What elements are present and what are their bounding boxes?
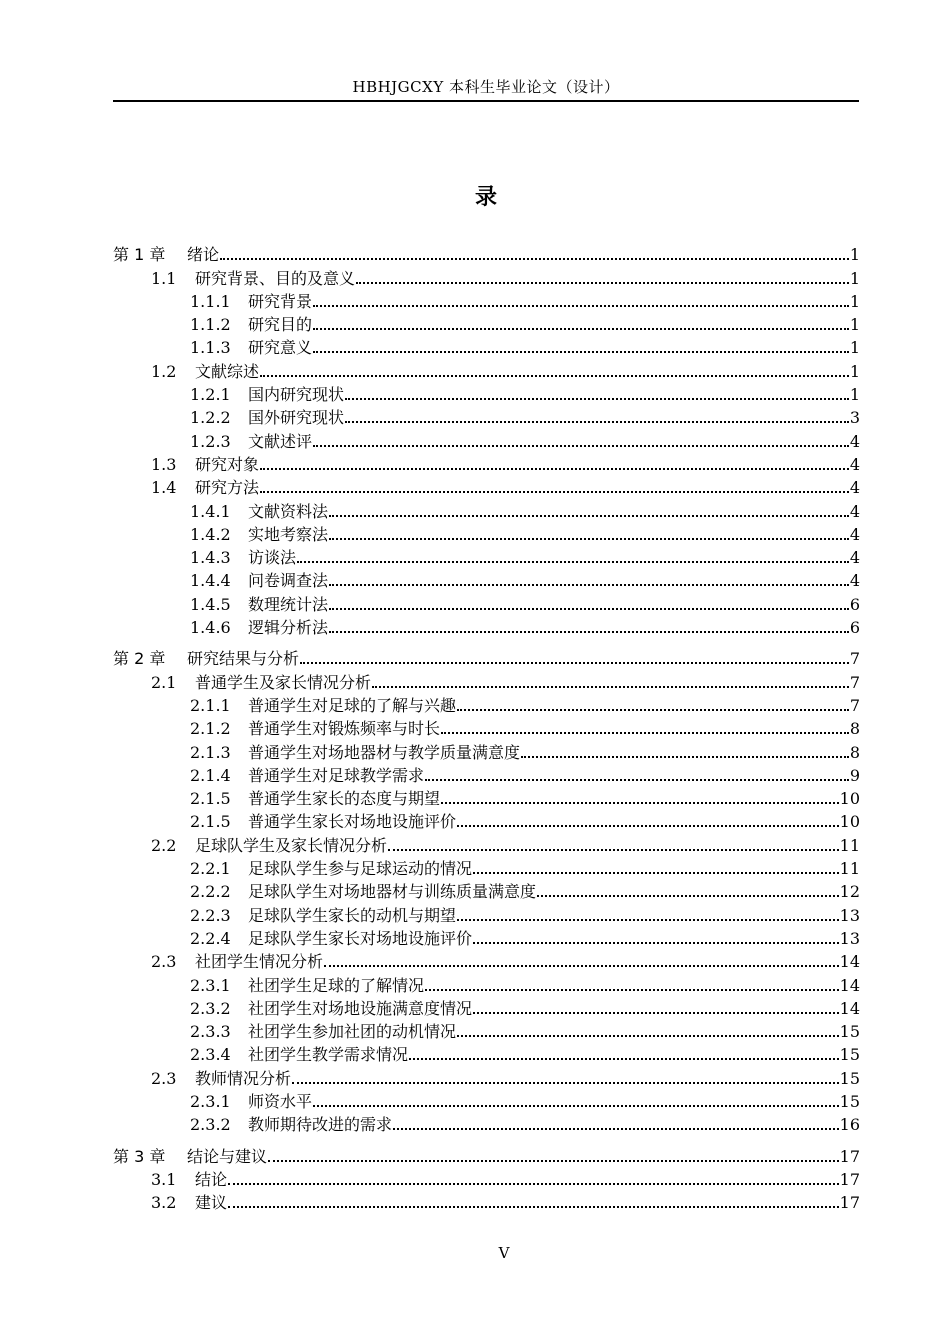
toc-entry-page: 7 [849,695,860,715]
page-number: V [498,1244,510,1262]
toc-dot-leader [473,1010,839,1014]
toc-entry-label: 国外研究现状 [248,408,345,428]
toc-entry[interactable] [113,646,860,669]
toc-entry[interactable] [113,335,860,358]
page-header: HBHJGCXY 本科生毕业论文（设计） [352,78,620,96]
toc-entry-label: 文献资料法 [248,501,329,521]
toc-entry[interactable] [113,1042,860,1065]
toc-entry-number: 1.4.3 [190,548,231,568]
toc-entry[interactable] [113,1089,860,1112]
toc-entry-number: 2.1.4 [190,765,231,785]
toc-entry-page: 13 [839,905,860,925]
toc-entry[interactable] [113,1190,860,1213]
toc-dot-leader [313,326,849,330]
toc-dot-leader [441,800,839,804]
toc-entry-number: 2.3 [151,1068,177,1088]
toc-entry-number: 2.2.3 [190,905,231,925]
toc-dot-leader [260,466,849,470]
toc-dot-leader [329,582,849,586]
toc-entry[interactable] [113,949,860,972]
toc-dot-leader [537,893,839,897]
toc-dot-leader [457,917,839,921]
toc-dot-leader [425,987,839,991]
toc-entry-page: 14 [839,952,860,972]
toc-entry[interactable] [113,809,860,832]
toc-dot-leader [388,847,839,851]
toc-dot-leader [329,606,849,610]
toc-entry-page: 4 [849,501,860,521]
toc-dot-leader [372,684,849,688]
toc-entry-label: 普通学生对场地器材与教学质量满意度 [248,742,521,762]
toc-entry-page: 6 [849,618,860,638]
toc-entry[interactable] [113,498,860,521]
toc-entry-label: 社团学生情况分析 [195,952,324,972]
toc-dot-leader [268,1158,839,1162]
toc-entry[interactable] [113,996,860,1019]
toc-entry[interactable] [113,739,860,762]
toc-entry-number: 2.3.4 [190,1045,231,1065]
toc-entry-label: 研究方法 [195,478,260,498]
toc-entry-label: 数理统计法 [248,594,329,614]
toc-entry[interactable] [113,382,860,405]
toc-entry-number: 2.2 [151,835,177,855]
toc-entry-label: 访谈法 [248,548,297,568]
toc-entry-number: 1.2.3 [190,431,231,451]
toc-entry[interactable] [113,763,860,786]
toc-entry-label: 普通学生家长的态度与期望 [248,789,441,809]
toc-entry-number: 2.3.2 [190,998,231,1018]
toc-entry-number: 1.2.1 [190,385,231,405]
toc-dot-leader [260,489,849,493]
toc-entry-label: 绪论 [187,245,220,265]
toc-entry-page: 1 [849,268,860,288]
toc-entry-page: 9 [849,765,860,785]
toc-entry-number: 2.3.2 [190,1115,231,1135]
toc-entry-page: 4 [849,454,860,474]
toc-entry-page: 1 [849,291,860,311]
toc-entry-number: 2.3 [151,952,177,972]
toc-entry[interactable] [113,972,860,995]
toc-entry[interactable] [113,615,860,638]
toc-entry-number: 1.4.2 [190,524,231,544]
toc-entry-number: 3.1 [151,1169,177,1189]
toc-entry[interactable] [113,312,860,335]
toc-entry-page: 7 [849,672,860,692]
toc-entry-label: 社团学生参加社团的动机情况 [248,1022,457,1042]
toc-entry-label: 足球队学生及家长情况分析 [195,835,388,855]
toc-entry-label: 研究目的 [248,315,313,335]
toc-entry[interactable] [113,832,860,855]
toc-entry-page: 1 [849,338,860,358]
toc-entry[interactable] [113,591,860,614]
toc-entry-label: 社团学生教学需求情况 [248,1045,409,1065]
toc-entry[interactable] [113,1143,860,1166]
toc-dot-leader [441,730,849,734]
toc-dot-leader [324,963,839,967]
toc-entry-number: 2.1.1 [190,695,231,715]
toc-entry-number: 1.1.1 [190,291,231,311]
toc-entry-page: 1 [849,315,860,335]
toc-entry-number: 第 3 章 [113,1146,166,1166]
toc-entry-number: 1.2.2 [190,408,231,428]
toc-entry[interactable] [113,428,860,451]
toc-entry-number: 1.1.2 [190,315,231,335]
toc-entry-page: 8 [849,719,860,739]
toc-entry-number: 2.2.2 [190,882,231,902]
toc-entry-page: 17 [839,1193,860,1213]
toc-entry-label: 普通学生及家长情况分析 [195,672,372,692]
toc-entry-page: 15 [839,1091,860,1111]
toc-entry[interactable] [113,452,860,475]
toc-dot-leader [313,1103,839,1107]
toc-entry-number: 2.1.5 [190,789,231,809]
toc-dot-leader [393,1126,839,1130]
toc-entry-page: 4 [849,548,860,568]
toc-dot-leader [356,280,849,284]
toc-entry-number: 3.2 [151,1193,177,1213]
toc-entry-label: 研究背景、目的及意义 [195,268,356,288]
toc-entry-number: 2.1.3 [190,742,231,762]
toc-entry-page: 3 [849,408,860,428]
toc-entry-page: 17 [839,1146,860,1166]
toc-entry-label: 普通学生对足球教学需求 [248,765,425,785]
toc-dot-leader [329,536,849,540]
toc-entry-number: 1.3 [151,454,177,474]
toc-dot-leader [329,629,849,633]
toc-entry-label: 文献述评 [248,431,313,451]
toc-entry-number: 2.3.3 [190,1022,231,1042]
toc-entry[interactable] [113,926,860,949]
toc-entry[interactable] [113,522,860,545]
toc-dot-leader [345,396,849,400]
toc-entry-label: 足球队学生参与足球运动的情况 [248,859,473,879]
toc-entry-label: 教师情况分析 [195,1068,292,1088]
toc-entry[interactable] [113,475,860,498]
toc-entry-page: 15 [839,1068,860,1088]
toc-entry-label: 建议 [195,1193,228,1213]
toc-entry-page: 17 [839,1169,860,1189]
toc-entry-page: 10 [839,789,860,809]
toc-entry-label: 足球队学生家长的动机与期望 [248,905,457,925]
toc-entry[interactable] [113,289,860,312]
toc-entry[interactable] [113,242,860,265]
toc-entry-number: 1.4.5 [190,594,231,614]
toc-entry-page: 4 [849,571,860,591]
toc-entry-number: 2.3.1 [190,1091,231,1111]
toc-entry-number: 1.4.6 [190,618,231,638]
toc-entry[interactable] [113,568,860,591]
toc-entry-page: 15 [839,1022,860,1042]
toc-entry-number: 1.4 [151,478,177,498]
toc-entry-label: 国内研究现状 [248,385,345,405]
toc-entry[interactable] [113,1167,860,1190]
toc-dot-leader [292,1080,839,1084]
toc-entry-label: 教师期待改进的需求 [248,1115,393,1135]
toc-entry-page: 11 [839,835,860,855]
toc-entry-label: 普通学生家长对场地设施评价 [248,812,457,832]
toc-entry-number: 1.2 [151,361,177,381]
toc-dot-leader [457,1033,839,1037]
toc-dot-leader [473,940,839,944]
toc-entry-label: 研究意义 [248,338,313,358]
toc-entry[interactable] [113,545,860,568]
toc-entry-label: 社团学生足球的了解情况 [248,975,425,995]
toc-dot-leader [345,419,849,423]
toc-entry-number: 2.2.1 [190,859,231,879]
toc-entry-label: 足球队学生家长对场地设施评价 [248,928,473,948]
toc-entry-page: 10 [839,812,860,832]
toc-entry[interactable] [113,879,860,902]
toc-entry-page: 7 [849,649,860,669]
toc-entry-label: 普通学生对足球的了解与兴趣 [248,695,457,715]
toc-entry-page: 4 [849,478,860,498]
toc-entry-page: 15 [839,1045,860,1065]
toc-entry[interactable] [113,405,860,428]
toc-dot-leader [425,777,849,781]
toc-entry[interactable] [113,265,860,288]
toc-entry-number: 1.4.1 [190,501,231,521]
toc-entry-number: 2.1.5 [190,812,231,832]
toc-entry-label: 结论与建议 [187,1146,268,1166]
toc-dot-leader [228,1204,839,1208]
toc-entry-label: 实地考察法 [248,524,329,544]
toc-entry-page: 12 [839,882,860,902]
toc-entry-label: 足球队学生对场地器材与训练质量满意度 [248,882,537,902]
toc-entry[interactable] [113,669,860,692]
toc-entry-number: 2.2.4 [190,928,231,948]
toc-entry-page: 13 [839,928,860,948]
toc-dot-leader [300,660,849,664]
toc-entry-label: 师资水平 [248,1091,313,1111]
toc-entry-number: 2.1 [151,672,177,692]
toc-entry[interactable] [113,856,860,879]
toc-dot-leader [297,559,849,563]
toc-dot-leader [521,754,849,758]
toc-entry-page: 1 [849,245,860,265]
toc-entry-label: 社团学生对场地设施满意度情况 [248,998,473,1018]
header-rule [113,100,859,102]
toc-entry-label: 逻辑分析法 [248,618,329,638]
toc-entry-page: 6 [849,594,860,614]
toc-entry-page: 1 [849,361,860,381]
toc-dot-leader [260,373,849,377]
toc-entry-label: 问卷调查法 [248,571,329,591]
table-of-contents [113,242,860,1213]
toc-entry-page: 1 [849,385,860,405]
toc-dot-leader [220,256,849,260]
toc-entry-number: 第 1 章 [113,245,166,265]
toc-dot-leader [409,1056,839,1060]
toc-entry[interactable] [113,693,860,716]
toc-entry-label: 结论 [195,1169,228,1189]
toc-entry[interactable] [113,786,860,809]
toc-title: 录 [474,185,497,210]
toc-dot-leader [313,349,849,353]
toc-entry[interactable] [113,358,860,381]
toc-entry-page: 8 [849,742,860,762]
toc-entry-number: 1.1.3 [190,338,231,358]
toc-dot-leader [313,443,849,447]
toc-dot-leader [473,870,839,874]
toc-entry-label: 普通学生对锻炼频率与时长 [248,719,441,739]
toc-entry-number: 2.3.1 [190,975,231,995]
toc-entry-label: 文献综述 [195,361,260,381]
toc-entry-page: 14 [839,998,860,1018]
toc-dot-leader [457,823,839,827]
toc-entry-page: 16 [839,1115,860,1135]
toc-entry-label: 研究背景 [248,291,313,311]
toc-entry[interactable] [113,1065,860,1088]
toc-entry[interactable] [113,1019,860,1042]
toc-entry-page: 4 [849,431,860,451]
toc-entry-label: 研究对象 [195,454,260,474]
toc-entry-page: 4 [849,524,860,544]
toc-entry-number: 1.4.4 [190,571,231,591]
toc-dot-leader [457,707,849,711]
toc-dot-leader [313,303,849,307]
toc-entry-page: 14 [839,975,860,995]
toc-dot-leader [228,1181,839,1185]
toc-dot-leader [329,513,849,517]
toc-entry[interactable] [113,1112,860,1135]
toc-entry-label: 研究结果与分析 [187,649,300,669]
toc-entry[interactable] [113,902,860,925]
toc-entry-number: 1.1 [151,268,177,288]
toc-entry-number: 2.1.2 [190,719,231,739]
toc-entry-number: 第 2 章 [113,649,166,669]
toc-entry-page: 11 [839,859,860,879]
toc-entry[interactable] [113,716,860,739]
